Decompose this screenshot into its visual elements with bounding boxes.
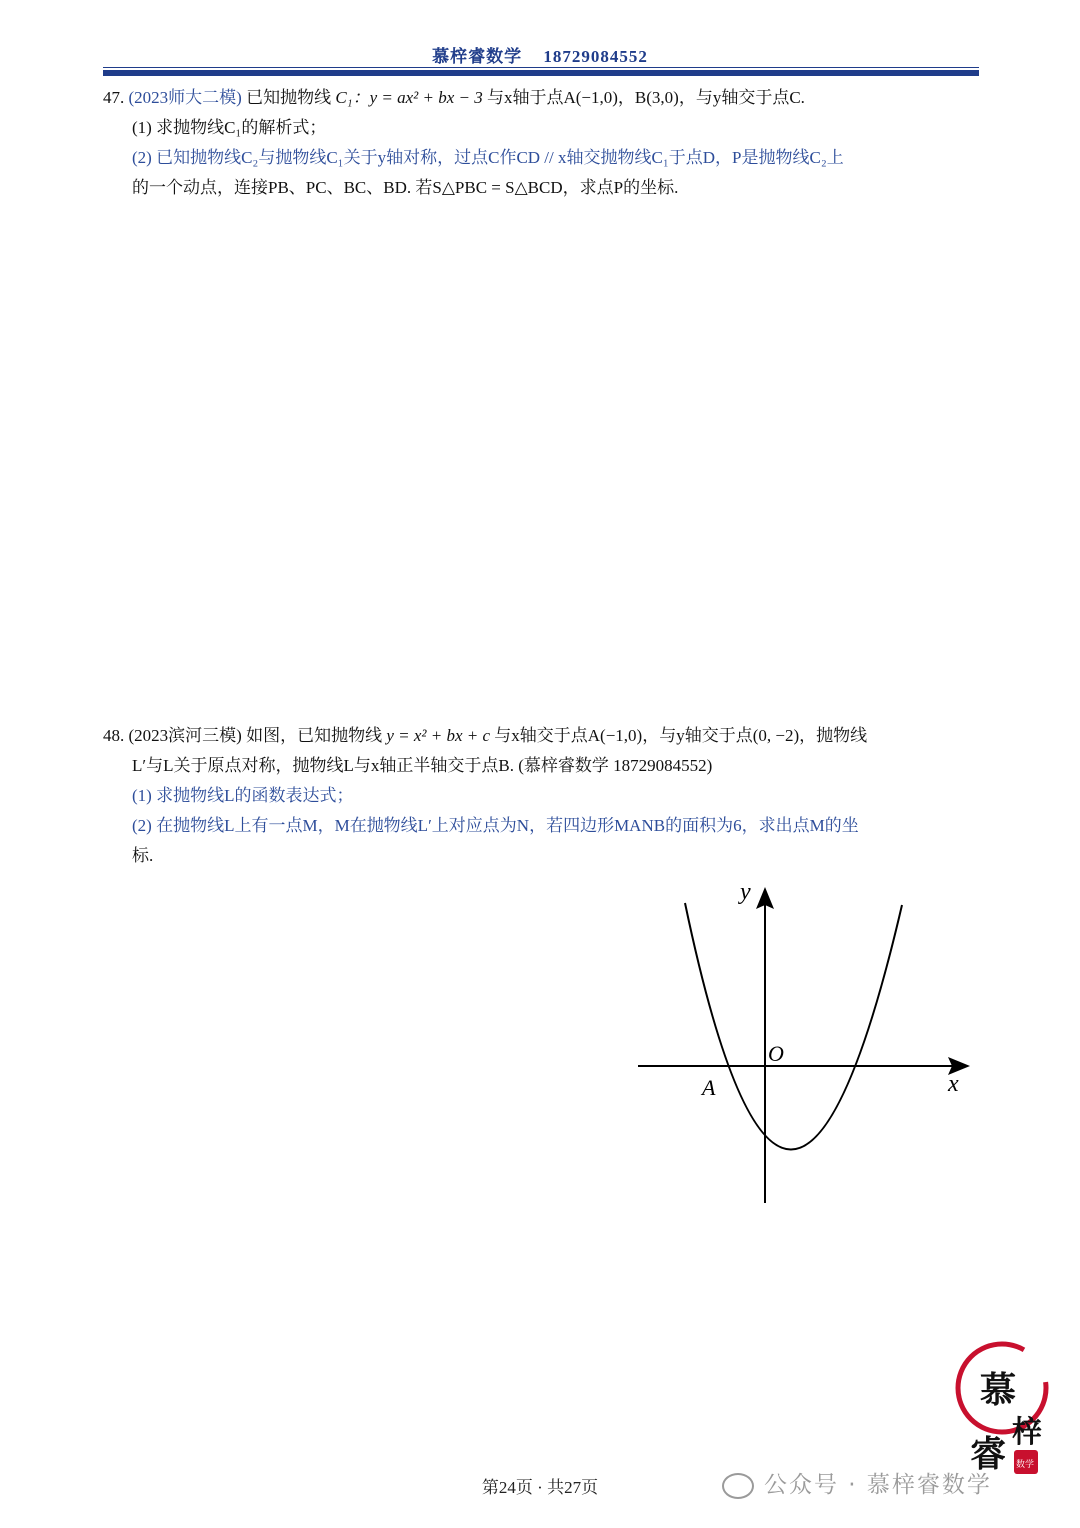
problem-47	[103, 83, 983, 203]
header-phone: 18729084552	[543, 47, 648, 66]
parabola-graph	[630, 875, 975, 1210]
p47-line-1	[103, 83, 983, 113]
header-rule-thick	[103, 70, 979, 76]
p48-intro: (2023滨河三模) 如图，已知抛物线	[128, 726, 383, 745]
brand-seal-logo	[950, 1338, 1056, 1478]
p48-note: (慕梓睿数学 18729084552)	[518, 756, 713, 775]
logo-stamp-text: 数学	[1016, 1460, 1035, 1470]
header-brand: 慕梓睿数学	[432, 47, 523, 66]
wechat-icon	[722, 1473, 754, 1499]
p48-question-1: (1) 求抛物线L的函数表达式；	[132, 786, 354, 805]
logo-char-1: 慕	[980, 1369, 1017, 1411]
logo-char-2: 梓	[1012, 1415, 1042, 1450]
p47-question-1: (1) 求抛物线C₁的解析式；	[132, 118, 327, 137]
p48-question-2b: 标.	[132, 846, 154, 865]
watermark-text: 公众号 · 慕梓睿数学	[764, 1472, 992, 1498]
logo-char-3: 睿	[970, 1433, 1007, 1475]
p47-question-2a: (2) 已知抛物线C₂与抛物线C₁关于y轴对称，过点C作CD // x轴交抛物线C₁于点D，P是抛物线C₂上	[132, 148, 844, 167]
p48-line-2-text: L′与L关于原点对称，抛物线L与x轴正半轴交于点B.	[132, 756, 514, 775]
p48-question-2a: (2) 在抛物线L上有一点M，M在抛物线L′上对应点为N，若四边形MANB的面积为6，求出点M的坐	[132, 816, 859, 835]
p47-question-2b: 的一个动点，连接PB、PC、BC、BD. 若S△PBC = S△BCD，求点P的坐标.	[132, 178, 679, 197]
p47-source: (2023师大二模)	[128, 88, 242, 107]
parabola-curve	[685, 903, 902, 1150]
page-header	[0, 42, 1080, 67]
p48-number: 48.	[103, 726, 125, 745]
header-rule-thin	[103, 67, 979, 68]
p47-intro: 已知抛物线	[246, 88, 332, 107]
p48-line-1	[103, 721, 983, 751]
problem-48	[103, 721, 983, 871]
p48-equation: y = x² + bx + c	[386, 726, 491, 745]
p47-equation: C₁：y = ax² + bx − 3	[335, 88, 483, 107]
x-label: x	[948, 1071, 959, 1097]
p47-number: 47.	[103, 88, 125, 107]
p48-intro-rest: 与x轴交于点A(−1,0)，与y轴交于点(0, −2)，抛物线	[494, 726, 868, 745]
point-a-label: A	[702, 1075, 716, 1100]
y-label: y	[740, 879, 751, 905]
origin-label: O	[768, 1041, 784, 1066]
page-footer: 第24页 · 共27页	[481, 1478, 599, 1497]
p48-line-2	[103, 751, 983, 781]
p47-intro-rest: 与x轴于点A(−1,0)，B(3,0)，与y轴交于点C.	[486, 88, 805, 107]
